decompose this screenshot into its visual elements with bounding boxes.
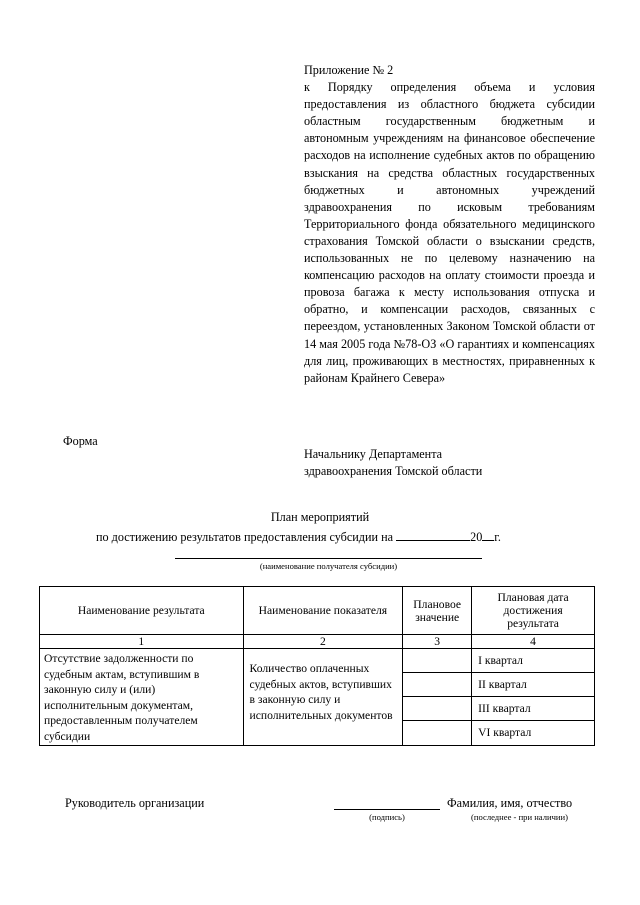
date-blank[interactable] — [396, 529, 470, 541]
planned-value-q1[interactable] — [403, 649, 472, 673]
quarter-3: III квартал — [472, 697, 595, 721]
col-num-1: 1 — [40, 635, 244, 649]
column-numbers-row — [40, 635, 595, 649]
year-suffix: г. — [494, 530, 501, 544]
planned-value-q4[interactable] — [403, 721, 472, 745]
planned-value-q2[interactable] — [403, 673, 472, 697]
table-header-row — [40, 587, 595, 635]
planned-value-q3[interactable] — [403, 697, 472, 721]
addressee-line-2: здравоохранения Томской области — [304, 464, 483, 478]
col-num-4: 4 — [472, 635, 595, 649]
appendix-block — [304, 62, 595, 387]
signature-line[interactable] — [334, 809, 440, 810]
full-name-label: Фамилия, имя, отчество — [447, 796, 573, 810]
plan-subtitle-text: по достижению результатов предоставления субсидии на — [96, 530, 394, 544]
signature-caption: (подпись) — [369, 812, 405, 822]
plan-subtitle — [96, 529, 501, 545]
header-planned-value: Плановое значение — [403, 587, 472, 635]
appendix-title: Приложение № 2 — [304, 63, 394, 77]
year-blank[interactable] — [482, 529, 494, 541]
quarter-4: VI квартал — [472, 721, 595, 745]
recipient-line[interactable] — [175, 558, 482, 559]
header-planned-date: Плановая дата достижения результата — [472, 587, 595, 635]
form-label: Форма — [63, 434, 98, 448]
result-cell: Отсутствие задолженности по судебным актам, вступившим в законную силу и (или) исполнительным документам, предоставленным получателем субсидии — [40, 649, 244, 746]
indicator-cell: Количество оплаченных судебных актов, вступивших в законную силу и исполнительных документов — [243, 649, 403, 746]
year-prefix: 20 — [470, 530, 483, 544]
quarter-1: I квартал — [472, 649, 595, 673]
header-indicator: Наименование показателя — [243, 587, 403, 635]
header-result: Наименование результата — [40, 587, 244, 635]
full-name-caption: (последнее - при наличии) — [471, 812, 568, 822]
appendix-text: к Порядку определения объема и условия предоставления из областного бюджета субсидии областным государственным бюджетным и автономным учреждениям на финансовое обеспечение расходов на исполнение судебных актов по обращению взыскания на средства областных государственных бюджетных и автономных учреждений здравоохранения по исковым требованиям Территориального фонда обязательного медицинского страхования Томской области о взыскании средств, использованных не по целевому назначению на компенсацию расходов на оплату стоимости проезда и провоза багажа к месту использования отпуска и обратно, и компенсации расходов, связанных с переездом, установленных Законом Томской области от 14 мая 2005 года №78-ОЗ «О гарантиях и компенсациях для лиц, проживающих в местностях, приравненных к районам Крайнего Севера» — [304, 80, 595, 385]
quarter-2: II квартал — [472, 673, 595, 697]
plan-title: План мероприятий — [270, 510, 370, 524]
plan-table — [39, 586, 595, 746]
col-num-3: 3 — [403, 635, 472, 649]
recipient-caption: (наименование получателя субсидии) — [259, 561, 398, 571]
col-num-2: 2 — [243, 635, 403, 649]
addressee-line-1: Начальнику Департамента — [304, 447, 443, 461]
head-of-organization-label: Руководитель организации — [65, 796, 205, 810]
table-row — [40, 649, 595, 673]
addressee — [304, 446, 482, 480]
